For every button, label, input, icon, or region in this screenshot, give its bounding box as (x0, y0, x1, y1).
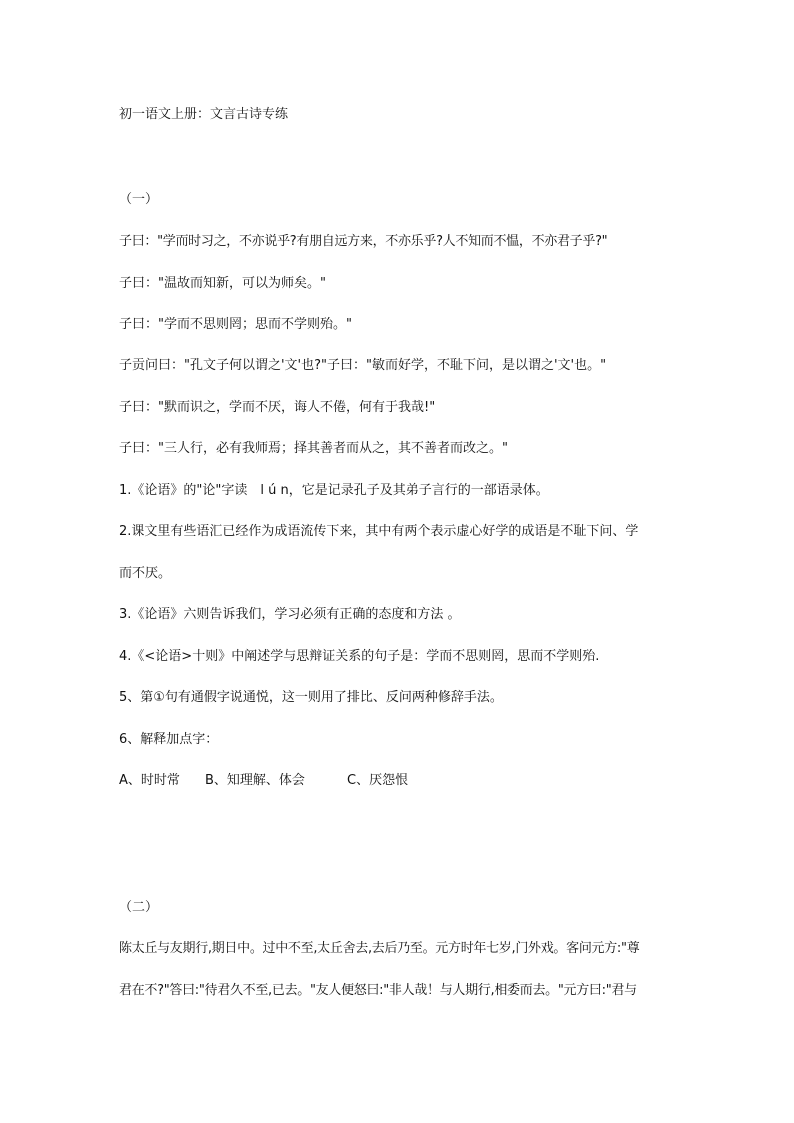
question-1: 1.《论语》的"论"字读 l ú n，它是记录孔子及其弟子言行的一部语录体。 (119, 483, 549, 498)
analects-line-2: 子曰："温故而知新，可以为师矣。" (119, 276, 326, 291)
question-2-line-1: 2.课文里有些语汇已经作为成语流传下来，其中有两个表示虚心好学的成语是不耻下问、学 (119, 524, 639, 539)
analects-line-1: 子曰："学而时习之，不亦说乎?有朋自远方来，不亦乐乎?人不知而不愠，不亦君子乎?" (119, 234, 608, 249)
question-5: 5、第①句有通假字说通悦，这一则用了排比、反问两种修辞手法。 (119, 690, 503, 705)
passage-line-1: 陈太丘与友期行,期日中。过中不至,太丘舍去,去后乃至。元方时年七岁,门外戏。客问元方:"尊 (119, 941, 640, 956)
answer-a: A、时时常 (119, 773, 180, 788)
answer-row (119, 772, 679, 790)
answer-c: C、厌怨恨 (347, 773, 409, 788)
question-2-line-2: 而不厌。 (119, 566, 172, 581)
doc-title: 初一语文上册：文言古诗专练 (119, 107, 289, 122)
answer-b: B、知理解、体会 (205, 773, 305, 788)
question-3: 3.《论语》六则告诉我们，学习必须有正确的态度和方法 。 (119, 607, 461, 622)
question-4: 4.《<论语>十则》中阐述学与思辩证关系的句子是：学而不思则罔，思而不学则殆. (119, 649, 600, 664)
section-1-heading: （一） (119, 192, 159, 207)
section-2-heading: （二） (119, 900, 159, 915)
question-6: 6、解释加点字： (119, 732, 219, 747)
analects-line-4: 子贡问曰："孔文子何以谓之'文'也?"子曰："敏而好学，不耻下问，是以谓之'文'也。" (119, 358, 607, 373)
analects-line-5: 子曰："默而识之，学而不厌，诲人不倦，何有于我哉!" (119, 400, 436, 415)
passage-line-2: 君在不?"答曰:"待君久不至,已去。"友人便怒曰:"非人哉！与人期行,相委而去。"元方曰:"君与 (119, 983, 637, 998)
analects-line-6: 子曰："三人行，必有我师焉；择其善者而从之，其不善者而改之。" (119, 441, 508, 456)
analects-line-3: 子曰："学而不思则罔；思而不学则殆。" (119, 317, 352, 332)
